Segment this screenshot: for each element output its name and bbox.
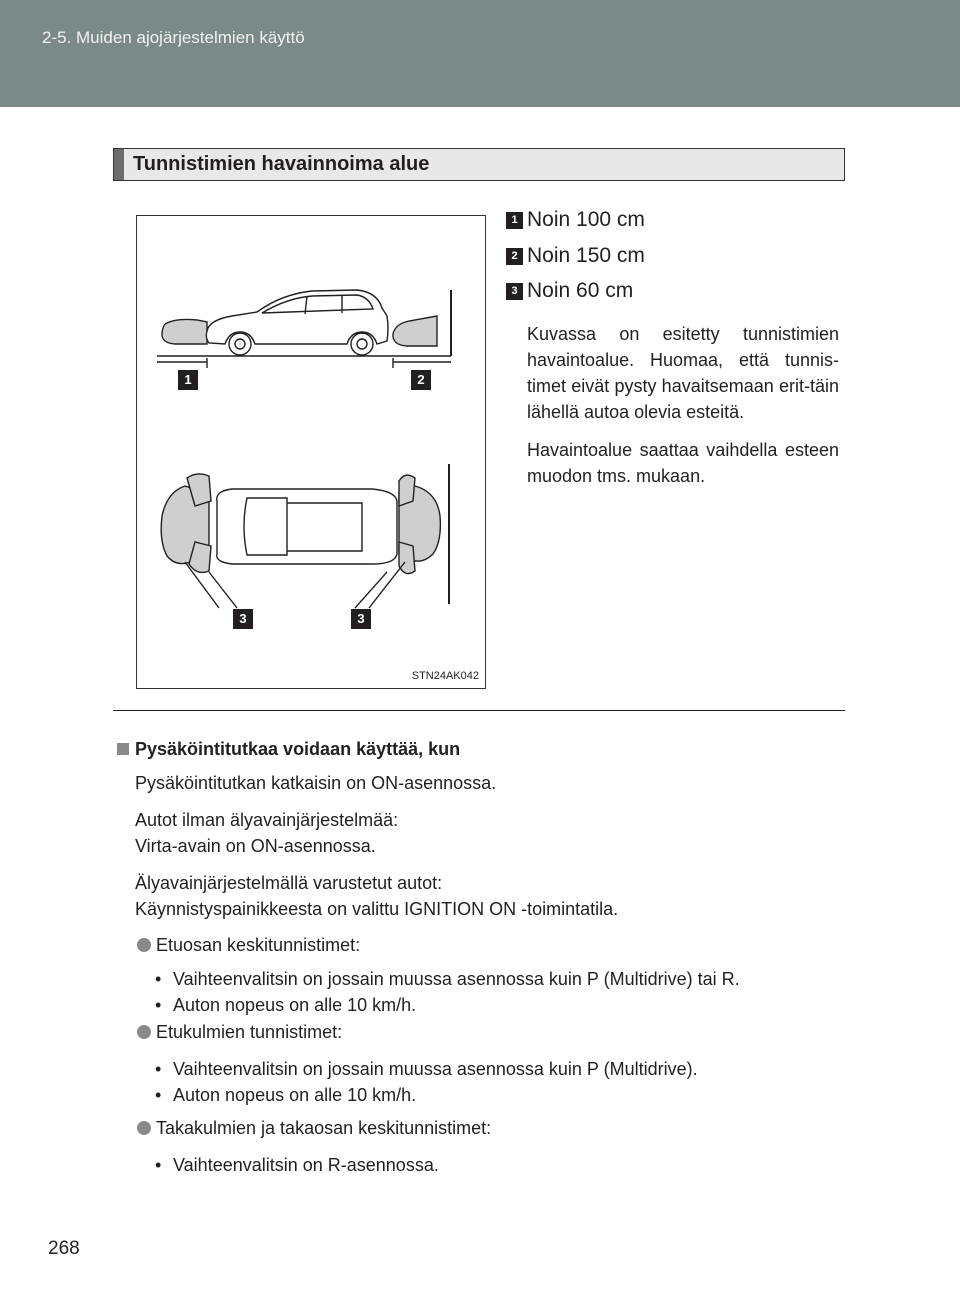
legend-number: 1 bbox=[506, 212, 523, 229]
legend-item bbox=[506, 244, 826, 270]
legend-text: Noin 60 cm bbox=[527, 279, 634, 302]
list-item-text: Auton nopeus on alle 10 km/h. bbox=[173, 1085, 417, 1105]
list-item: • bbox=[155, 969, 162, 989]
usage-heading bbox=[117, 736, 460, 762]
list-item-text: Vaihteenvalitsin on jossain muussa asennossa kuin P (Multidrive) tai R. bbox=[173, 969, 740, 989]
legend-text: Noin 100 cm bbox=[527, 208, 645, 231]
section-divider bbox=[113, 710, 845, 711]
legend-item bbox=[506, 279, 826, 305]
list-item: • bbox=[155, 1059, 162, 1079]
rear-wheel bbox=[351, 333, 373, 355]
chapter-title: 2-5. Muiden ajojärjestelmien käyttö bbox=[42, 28, 305, 47]
usage-heading-text: Pysäköintitutkaa voidaan käyttää, kun bbox=[135, 739, 461, 759]
figure-label-2: 2 bbox=[411, 370, 431, 390]
circle-bullet-icon bbox=[137, 1121, 151, 1135]
side-view bbox=[157, 290, 451, 368]
list-item: • bbox=[155, 995, 162, 1015]
legend-text: Noin 150 cm bbox=[527, 244, 645, 267]
legend-item bbox=[506, 208, 826, 234]
circle-bullet-icon bbox=[137, 1025, 151, 1039]
dimension-3-right bbox=[369, 562, 405, 608]
front-zone-side bbox=[162, 319, 207, 344]
section-heading-box bbox=[113, 148, 845, 181]
group-title: Takakulmien ja takaosan keskitunnistimet: bbox=[156, 1118, 492, 1138]
page-header bbox=[0, 0, 960, 107]
figure-note-1: Kuvassa on esitetty tunnistimien havaintoalue. Huomaa, että tunnis-timet eivät pysty havaitsemaan erit-täin lähellä autoa olevia esteitä. bbox=[527, 324, 839, 422]
usage-paragraph-2a: Autot ilman älyavainjärjestelmää: bbox=[135, 810, 399, 830]
usage-paragraph-1: Pysäköintitutkan katkaisin on ON-asennossa. bbox=[135, 773, 497, 793]
list-item-text: Auton nopeus on alle 10 km/h. bbox=[173, 995, 417, 1015]
top-view bbox=[161, 464, 449, 608]
square-bullet-icon bbox=[117, 743, 129, 755]
group-title: Etuosan keskitunnistimet: bbox=[156, 935, 361, 955]
sensor-diagram bbox=[137, 216, 485, 688]
group-title: Etukulmien tunnistimet: bbox=[156, 1022, 343, 1042]
circle-bullet-icon bbox=[137, 938, 151, 952]
figure-label-3-right: 3 bbox=[351, 609, 371, 629]
usage-paragraph-2b: Virta-avain on ON-asennossa. bbox=[135, 836, 376, 856]
section-heading-bar bbox=[114, 149, 124, 180]
list-item-text: Vaihteenvalitsin on R-asennossa. bbox=[173, 1155, 439, 1175]
list-item: • bbox=[155, 1155, 162, 1175]
figure-code: STN24AK042 bbox=[411, 670, 479, 682]
figure-label-3-left: 3 bbox=[233, 609, 253, 629]
rear-zone-side bbox=[393, 316, 437, 346]
figure-note-2: Havaintoalue saattaa vaihdella esteen muodon tms. mukaan. bbox=[527, 440, 839, 486]
legend-number: 2 bbox=[506, 248, 523, 265]
sensor-range-figure bbox=[136, 215, 486, 689]
list-item: • bbox=[155, 1085, 162, 1105]
usage-paragraph-3a: Älyavainjärjestelmällä varustetut autot: bbox=[135, 873, 443, 893]
figure-label-1: 1 bbox=[178, 370, 198, 390]
legend-number: 3 bbox=[506, 283, 523, 300]
front-wheel bbox=[229, 333, 251, 355]
usage-paragraph-3b: Käynnistyspainikkeesta on valittu IGNITION ON -toimintatila. bbox=[135, 899, 619, 919]
page-number: 268 bbox=[48, 1238, 80, 1259]
list-item-text: Vaihteenvalitsin on jossain muussa asennossa kuin P (Multidrive). bbox=[173, 1059, 698, 1079]
section-title: Tunnistimien havainnoima alue bbox=[133, 153, 430, 175]
